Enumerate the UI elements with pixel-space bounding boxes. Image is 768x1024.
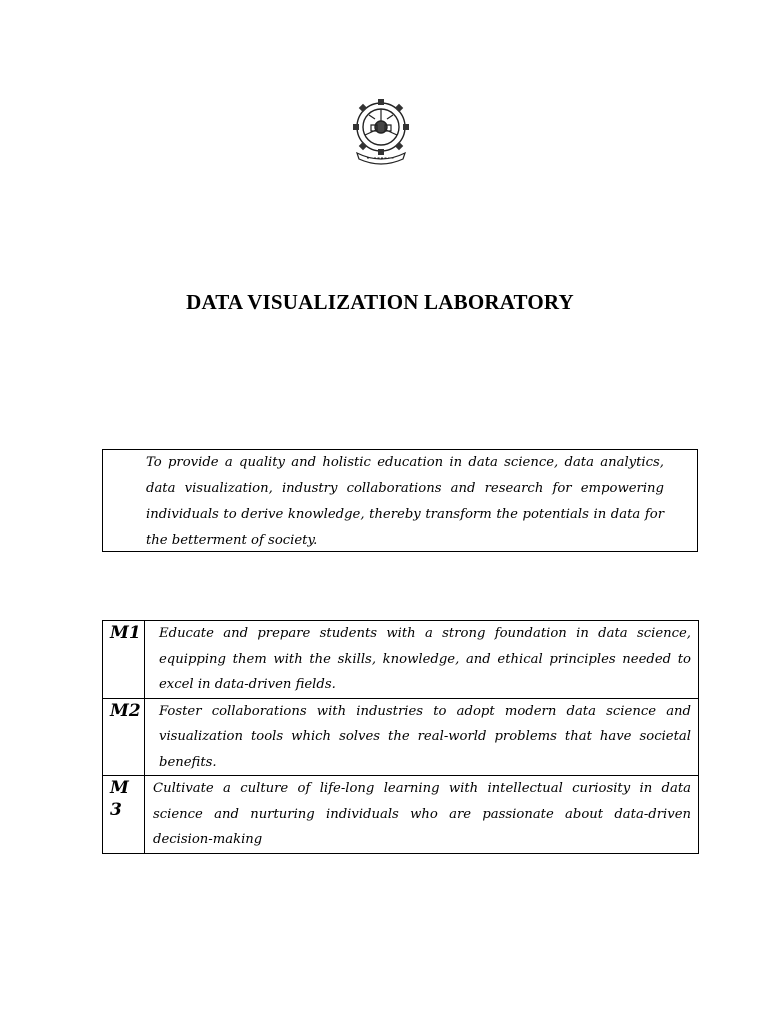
mission-id-line: M <box>110 778 129 798</box>
mission-id: M2 <box>103 698 145 776</box>
mission-id <box>103 776 145 854</box>
table-row <box>103 776 699 854</box>
mission-id: M1 <box>103 621 145 699</box>
table-row <box>103 698 699 776</box>
page-title: DATA VISUALIZATION LABORATORY <box>186 290 574 314</box>
institution-gear-emblem-icon <box>349 97 413 165</box>
missions-table <box>102 620 699 854</box>
vision-text: To provide a quality and holistic education in data science, data analytics, data visualization, industry collaborations and research for empowering individuals to derive knowledge, thereby transform the potentials in data for the betterment of society. <box>146 455 664 548</box>
mission-id-line: 3 <box>110 800 122 820</box>
institution-logo <box>349 97 413 165</box>
mission-text: Educate and prepare students with a strong foundation in data science, equipping them with the skills, knowledge, and ethical principles needed to excel in data-driven fields. <box>145 621 699 699</box>
table-row <box>103 621 699 699</box>
mission-text: Cultivate a culture of life-long learning with intellectual curiosity in data science and nurturing individuals who are passionate about data-driven decision-making <box>145 776 699 854</box>
mission-text: Foster collaborations with industries to adopt modern data science and visualization tools which solves the real-world problems that have societal benefits. <box>145 698 699 776</box>
vision-box <box>102 449 698 552</box>
